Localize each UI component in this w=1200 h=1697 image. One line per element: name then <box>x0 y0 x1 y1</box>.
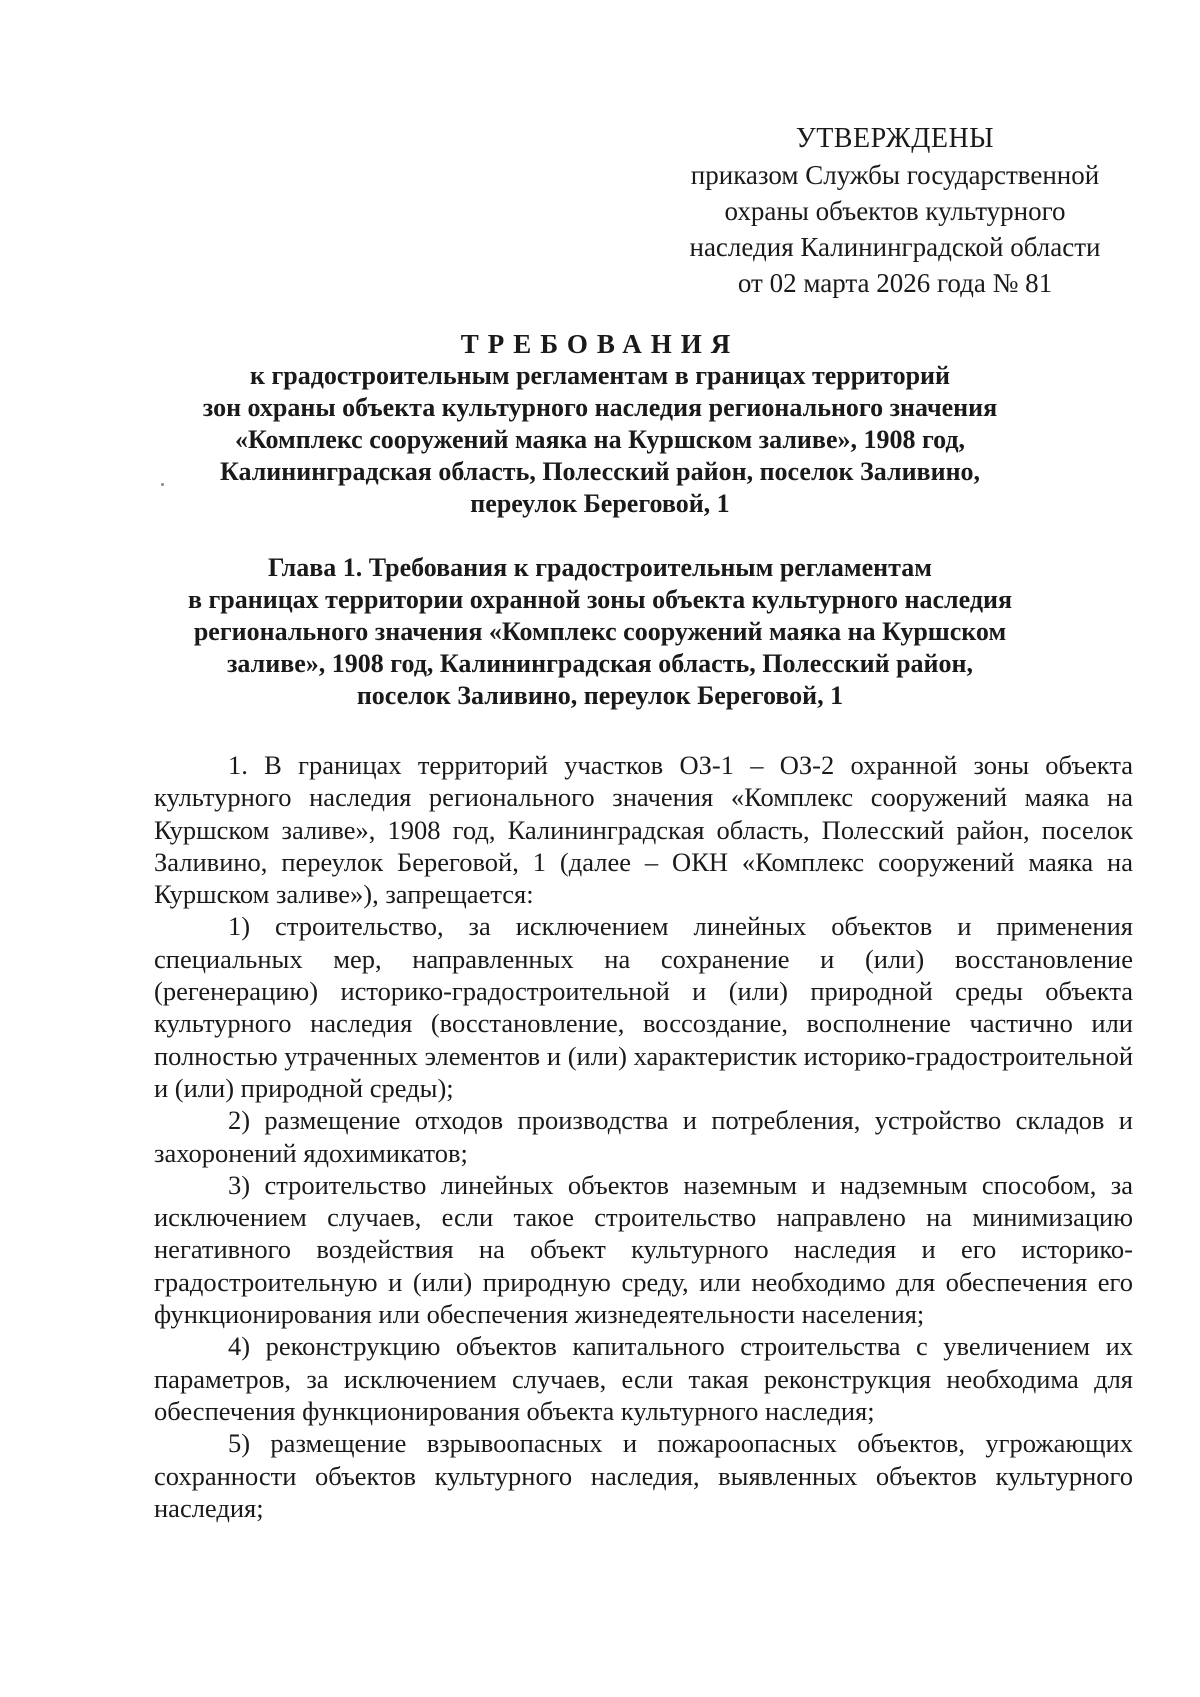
list-item: 1) строительство, за исключением линейных объектов и применения специальных мер, направленных на сохранение и (или) восстановление (регенерацию) историко-градостроительной и (или) природной среды объекта культурного наследия (восстановление, воссоздание, восполнение частично или полностью утраченных элементов и (или) характеристик историко-градостроительной и (или) природной среды); <box>154 911 1133 1103</box>
chapter-line: Глава 1. Требования к градостроительным регламентам <box>268 553 932 582</box>
chapter-line: в границах территории охранной зоны объекта культурного наследия <box>187 585 1013 614</box>
approval-date-line: от 02 марта 2026 года № 81 <box>737 268 1053 298</box>
document-title <box>160 328 1040 520</box>
chapter-line: заливе», 1908 год, Калининградская область, Полесский район, <box>226 649 973 678</box>
list-item: 3) строительство линейных объектов наземным и надземным способом, за исключением случаев, если такое строительство направлено на минимизацию негативного воздействия на объект культурного наследия и его историко-градостроительную и (или) природную среду, или необходимо для обеспечения его функционирования или обеспечения жизнедеятельности населения; <box>154 1169 1133 1330</box>
approval-line: наследия Калининградской области <box>689 232 1101 262</box>
approval-stamp <box>670 121 1120 301</box>
list-item: 2) размещение отходов производства и потребления, устройство складов и захоронений ядохимикатов; <box>154 1105 1133 1168</box>
title-line: Калининградская область, Полесский район, поселок Заливино, <box>219 457 981 486</box>
chapter-line: регионального значения «Комплекс сооружений маяка на Куршском <box>193 617 1007 646</box>
approval-heading: УТВЕРЖДЕНЫ <box>795 123 995 154</box>
approval-line: охраны объектов культурного <box>724 196 1066 226</box>
list-item: 4) реконструкцию объектов капитального строительства с увеличением их параметров, за исключением случаев, если такая реконструкция необходима для обеспечения функционирования объекта культурного наследия; <box>154 1331 1133 1426</box>
document-body <box>154 749 1133 1524</box>
chapter-line: поселок Заливино, переулок Береговой, 1 <box>356 681 844 710</box>
list-item: 5) размещение взрывоопасных и пожароопасных объектов, угрожающих сохранности объектов культурного наследия, выявленных объектов культурного наследия; <box>154 1428 1133 1523</box>
chapter-heading <box>160 552 1040 712</box>
approval-line: приказом Службы государственной <box>690 160 1100 190</box>
title-line: зон охраны объекта культурного наследия регионального значения <box>202 393 998 422</box>
title-line: к градостроительным регламентам в границах территорий <box>249 361 951 390</box>
title-line: «Комплекс сооружений маяка на Куршском заливе», 1908 год, <box>234 425 966 454</box>
title-line: переулок Береговой, 1 <box>470 489 730 518</box>
paragraph-intro: 1. В границах территорий участков ОЗ-1 – ОЗ-2 охранной зоны объекта культурного наследия регионального значения «Комплекс сооружений маяка на Куршском заливе», 1908 год, Калининградская область, Полесский район, поселок Заливино, переулок Береговой, 1 (далее – ОКН «Комплекс сооружений маяка на Куршском заливе»), запрещается: <box>154 750 1133 910</box>
title-heading: ТРЕБОВАНИЯ <box>460 329 740 359</box>
